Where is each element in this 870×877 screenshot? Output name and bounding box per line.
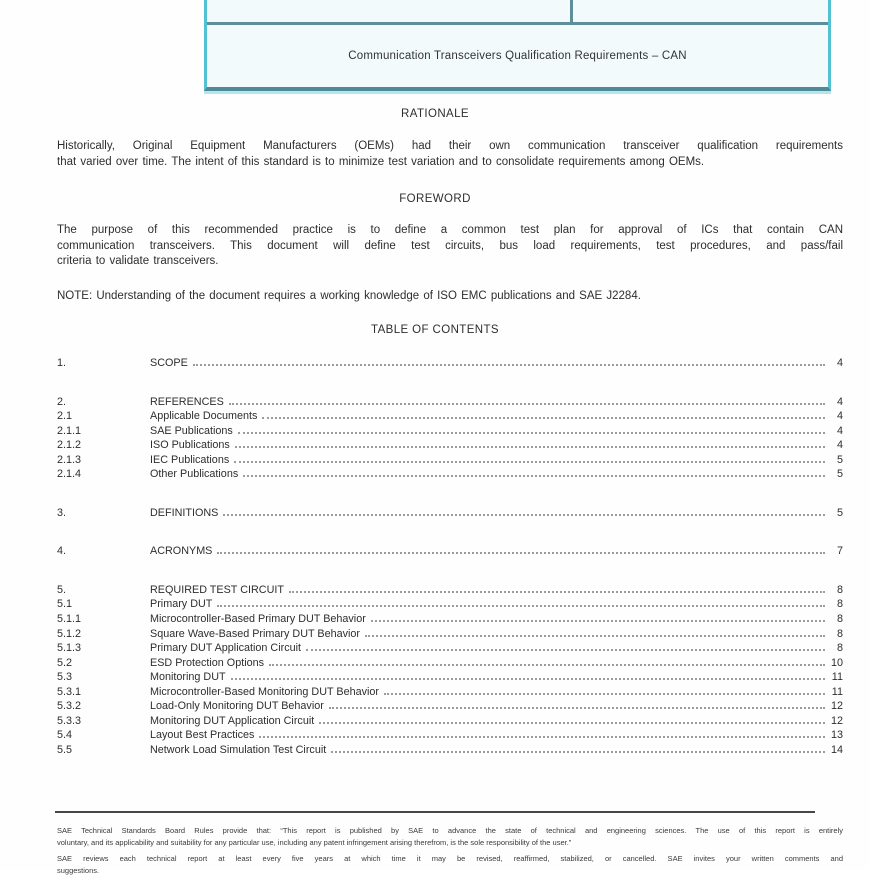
toc-dot-leader <box>365 635 825 637</box>
toc-section-number: 5. <box>57 583 67 596</box>
toc-row <box>57 671 843 686</box>
toc-section-title: Primary DUT <box>150 598 213 611</box>
toc-dot-leader <box>262 417 825 419</box>
toc-section-number: 2.1 <box>57 410 73 423</box>
toc-section-title: ACRONYMS <box>150 545 213 558</box>
rationale-paragraph <box>57 139 843 170</box>
toc-section-title: DEFINITIONS <box>150 506 219 519</box>
toc-page-number: 7 <box>836 545 843 558</box>
footer-boilerplate <box>57 825 843 877</box>
toc-row <box>57 715 843 730</box>
toc-dot-leader <box>329 707 825 709</box>
toc-dot-leader <box>306 649 825 651</box>
toc-dot-leader <box>217 552 825 554</box>
toc-section-number: 2.1.1 <box>57 424 82 437</box>
toc-section-title: Other Publications <box>150 468 239 481</box>
toc-dot-leader <box>234 461 825 463</box>
rationale-heading: RATIONALE <box>401 108 469 120</box>
toc-page-number: 8 <box>836 583 843 596</box>
toc-row <box>57 613 843 628</box>
toc-section-number: 3. <box>57 506 67 519</box>
footer-line: voluntary, and its applicability and suitability for any particular use, including any patent infringement arising therefrom, is the sole responsibility of the user.” <box>57 838 572 847</box>
toc-page-number: 12 <box>830 700 843 713</box>
toc-section-number: 2. <box>57 395 67 408</box>
toc-section-number: 5.3.3 <box>57 714 82 727</box>
toc-section-title: ISO Publications <box>150 439 230 452</box>
toc-section-title: SAE Publications <box>150 424 233 437</box>
toc-section-title: ESD Protection Options <box>150 656 265 669</box>
footer-line: SAE Technical Standards Board Rules provide that: “This report is published by SAE to advance the state of technical and engineering sciences. The use of this report is entirely <box>57 826 843 835</box>
footer-line: suggestions. <box>57 866 100 875</box>
toc-row <box>57 584 843 599</box>
toc-dot-leader <box>238 432 825 434</box>
toc-dot-leader <box>289 591 825 593</box>
toc-dot-leader <box>229 403 825 405</box>
toc-row <box>57 700 843 715</box>
toc-section-number: 5.3 <box>57 671 73 684</box>
toc-section-number: 2.1.4 <box>57 468 82 481</box>
toc-section-title: Microcontroller-Based Primary DUT Behavior <box>150 613 366 626</box>
toc-row <box>57 729 843 744</box>
toc-section-number: 5.1.2 <box>57 627 82 640</box>
toc-page-number: 5 <box>836 506 843 519</box>
toc-page-number: 5 <box>836 453 843 466</box>
toc-row <box>57 598 843 613</box>
toc-section-number: 5.4 <box>57 729 73 742</box>
toc-dot-leader <box>223 514 825 516</box>
title-block-top-row <box>207 0 828 25</box>
toc-page-number: 4 <box>836 410 843 423</box>
toc-page-number: 4 <box>836 357 843 369</box>
toc-heading: TABLE OF CONTENTS <box>371 324 499 336</box>
toc-section-title: Square Wave-Based Primary DUT Behavior <box>150 627 361 640</box>
toc-dot-leader <box>371 620 825 622</box>
toc-page-number: 8 <box>836 642 843 655</box>
note-text: NOTE: Understanding of the document requires a working knowledge of ISO EMC publications and SAE J2284. <box>57 290 641 302</box>
toc-page-number: 11 <box>831 685 843 698</box>
toc-row <box>57 657 843 672</box>
paragraph-line: that varied over time. The intent of this standard is to minimize test variation and to consolidate requirements among OEMs. <box>57 155 705 168</box>
toc-dot-leader <box>217 605 825 607</box>
toc-section-number: 5.2 <box>57 656 73 669</box>
toc-page-number: 10 <box>830 656 843 669</box>
footer-line: SAE reviews each technical report at least every five years at which time it may be revised, reaffirmed, stabilized, or cancelled. SAE invites your written comments and <box>57 854 843 863</box>
toc-section-title: Microcontroller-Based Monitoring DUT Behavior <box>150 685 380 698</box>
toc-section-number: 2.1.2 <box>57 439 82 452</box>
paragraph-line: criteria to validate transceivers. <box>57 255 219 267</box>
toc-section-number: 5.1 <box>57 598 73 611</box>
toc-section-title: Monitoring DUT Application Circuit <box>150 714 315 727</box>
toc-section-number: 5.5 <box>57 743 73 756</box>
toc-section-number: 5.3.2 <box>57 700 82 713</box>
toc-section-title: Layout Best Practices <box>150 729 255 742</box>
toc-row <box>57 468 843 483</box>
toc-section-title: IEC Publications <box>150 453 230 466</box>
foreword-heading: FOREWORD <box>399 193 471 205</box>
toc-section-title: REQUIRED TEST CIRCUIT <box>150 583 284 596</box>
title-block-top-right-cell <box>573 0 828 22</box>
footer-divider <box>55 811 815 813</box>
toc-section-title: Network Load Simulation Test Circuit <box>150 743 327 756</box>
toc-section-number: 2.1.3 <box>57 453 82 466</box>
toc-dot-leader <box>193 364 825 366</box>
toc-page-number: 14 <box>830 743 843 756</box>
table-of-contents <box>57 357 843 758</box>
toc-row <box>57 744 843 759</box>
toc-page-number: 4 <box>836 439 843 452</box>
toc-row <box>57 410 843 425</box>
toc-row <box>57 507 843 522</box>
toc-dot-leader <box>259 736 825 738</box>
foreword-paragraph <box>57 223 843 270</box>
document-title: Communication Transceivers Qualification Requirements – CAN <box>348 50 687 62</box>
toc-dot-leader <box>269 664 825 666</box>
toc-section-number: 5.1.1 <box>57 613 82 626</box>
toc-row <box>57 628 843 643</box>
paragraph-line: Historically, Original Equipment Manufacturers (OEMs) had their own communication transceiver qualification requirements <box>57 140 843 152</box>
toc-dot-leader <box>231 678 825 680</box>
toc-row <box>57 357 843 372</box>
toc-page-number: 5 <box>836 468 843 481</box>
toc-page-number: 13 <box>830 729 843 742</box>
toc-row <box>57 454 843 469</box>
paragraph-line: communication transceivers. This document will define test circuits, bus load requirements, test procedures, and pass/fail <box>57 239 843 252</box>
title-block-table <box>204 0 831 91</box>
toc-section-title: SCOPE <box>150 357 188 369</box>
title-block-top-left-cell <box>207 0 573 22</box>
toc-section-title: Load-Only Monitoring DUT Behavior <box>150 700 324 713</box>
toc-section-title: Monitoring DUT <box>150 671 226 684</box>
toc-page-number: 8 <box>836 613 843 626</box>
toc-dot-leader <box>319 722 825 724</box>
toc-section-number: 5.3.1 <box>57 685 82 698</box>
toc-page-number: 11 <box>831 671 843 684</box>
toc-row <box>57 642 843 657</box>
toc-row <box>57 545 843 560</box>
toc-dot-leader <box>243 475 825 477</box>
toc-section-title: REFERENCES <box>150 395 224 408</box>
toc-dot-leader <box>235 446 825 448</box>
toc-page-number: 12 <box>830 714 843 727</box>
toc-page-number: 4 <box>836 424 843 437</box>
toc-section-number: 4. <box>57 545 67 558</box>
toc-dot-leader <box>384 693 825 695</box>
toc-page-number: 8 <box>836 598 843 611</box>
toc-row <box>57 686 843 701</box>
toc-row <box>57 425 843 440</box>
toc-dot-leader <box>331 751 825 753</box>
toc-row <box>57 396 843 411</box>
toc-row <box>57 439 843 454</box>
toc-section-number: 5.1.3 <box>57 642 82 655</box>
paragraph-line: The purpose of this recommended practice is to define a common test plan for approval of ICs that contain CAN <box>57 224 843 236</box>
toc-section-title: Primary DUT Application Circuit <box>150 642 301 655</box>
toc-section-number: 1. <box>57 357 67 369</box>
toc-page-number: 8 <box>836 627 843 640</box>
toc-page-number: 4 <box>836 395 843 408</box>
toc-section-title: Applicable Documents <box>150 410 258 423</box>
